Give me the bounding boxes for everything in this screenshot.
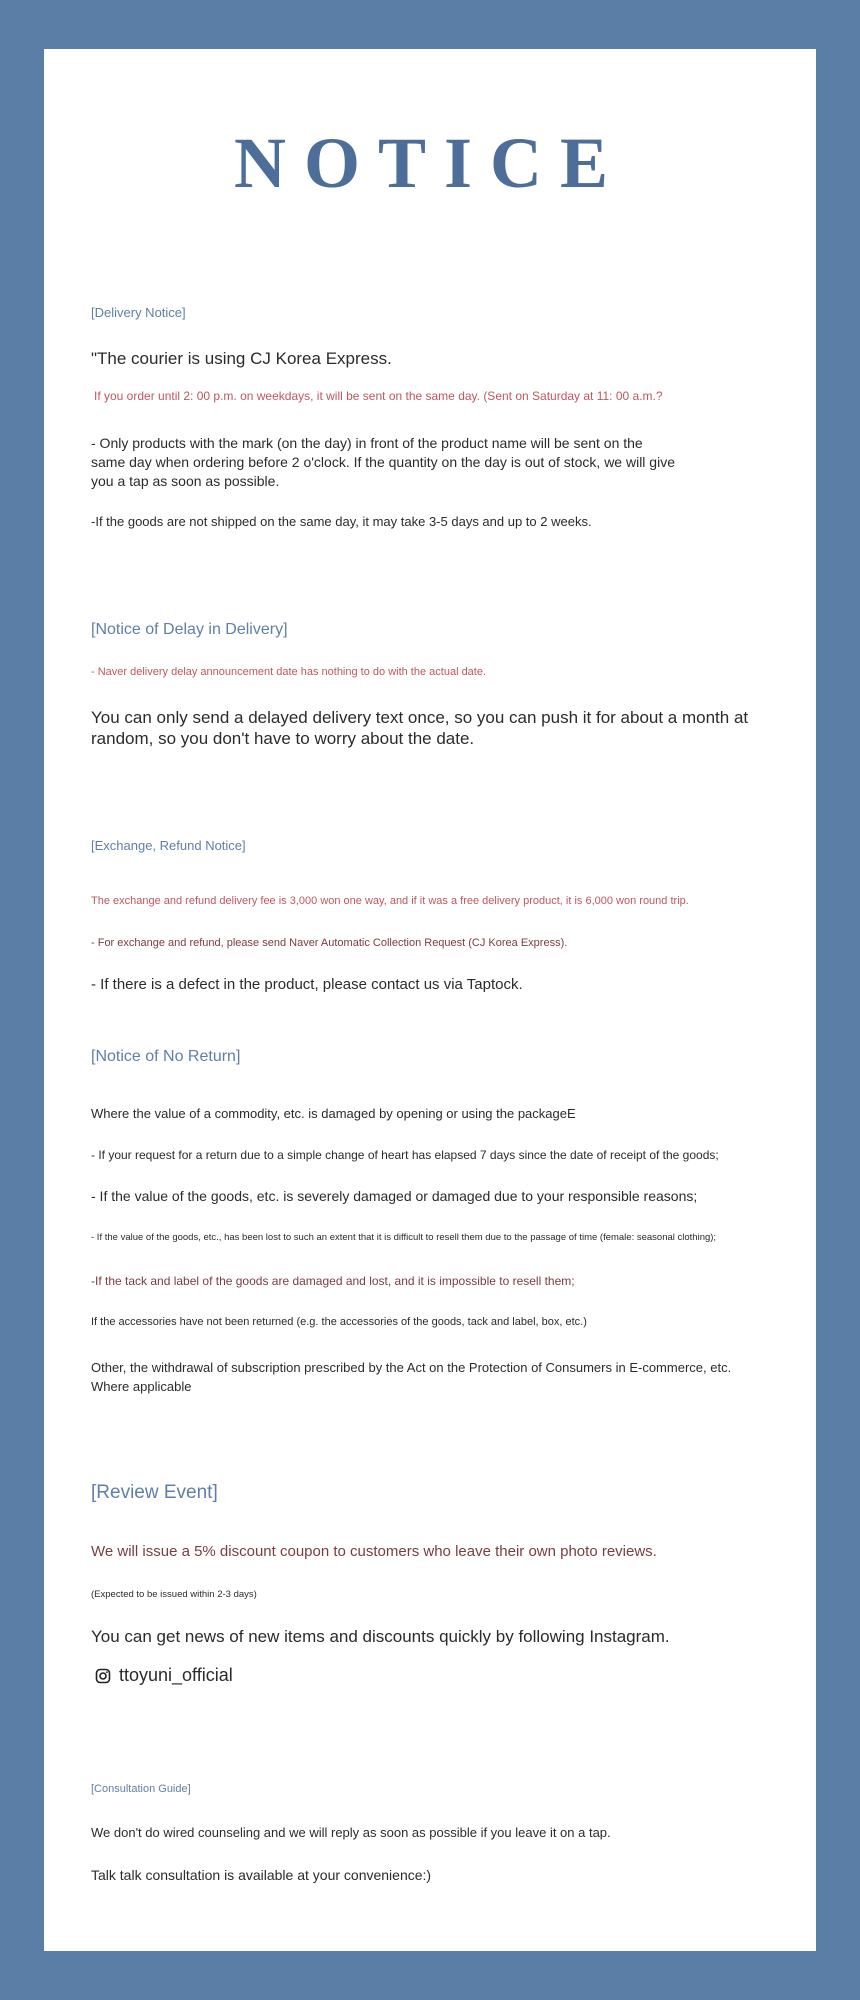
courier-text: "The courier is using CJ Korea Express. — [91, 349, 392, 368]
instagram-icon — [95, 1668, 111, 1684]
mark-line-2: same day when ordering before 2 o'clock. If the quantity on the day is out of stock, we will give — [91, 454, 675, 470]
wired-counseling-text: We don't do wired counseling and we will reply as soon as possible if you leave it on a tap. — [91, 1825, 611, 1840]
no-return-item-6: If the accessories have not been returned (e.g. the accessories of the goods, tack and label, box, etc.) — [91, 1316, 587, 1328]
page-title: NOTICE — [233, 123, 627, 203]
instagram-follow-text: You can get news of new items and discounts quickly by following Instagram. — [91, 1627, 670, 1646]
review-heading: [Review Event] — [91, 1482, 218, 1503]
exchange-heading: [Exchange, Refund Notice] — [91, 838, 246, 853]
coupon-text: We will issue a 5% discount coupon to customers who leave their own photo reviews. — [91, 1543, 657, 1560]
mark-line-3: you a tap as soon as possible. — [91, 473, 280, 489]
collection-request-text: - For exchange and refund, please send Naver Automatic Collection Request (CJ Korea Express). — [91, 937, 568, 949]
delivery-heading: [Delivery Notice] — [91, 305, 186, 320]
no-return-item-1: Where the value of a commodity, etc. is damaged by opening or using the packageE — [91, 1106, 576, 1121]
no-return-item-7-line-1: Other, the withdrawal of subscription prescribed by the Act on the Protection of Consumers in E-commerce, etc. — [91, 1360, 732, 1375]
delay-heading: [Notice of Delay in Delivery] — [91, 621, 288, 638]
notice-sheet — [44, 49, 816, 1951]
exchange-fee-text: The exchange and refund delivery fee is 3,000 won one way, and if it was a free delivery product, it is 6,000 won round trip. — [91, 895, 689, 907]
not-shipped-text: -If the goods are not shipped on the same day, it may take 3-5 days and up to 2 weeks. — [91, 514, 592, 529]
defect-contact-text: - If there is a defect in the product, please contact us via Taptock. — [91, 976, 523, 993]
consultation-heading: [Consultation Guide] — [91, 1783, 191, 1795]
no-return-item-2: - If your request for a return due to a simple change of heart has elapsed 7 days since the date of receipt of the goods; — [91, 1148, 719, 1162]
mark-line-1: - Only products with the mark (on the day) in front of the product name will be sent on the — [91, 435, 643, 451]
no-return-item-5: -If the tack and label of the goods are damaged and lost, and it is impossible to resell them; — [91, 1274, 575, 1288]
delay-text-line-2: random, so you don't have to worry about the date. — [91, 729, 475, 748]
no-return-item-4: - If the value of the goods, etc., has been lost to such an extent that it is difficult to resell them due to the passage of time (female: seasonal clothing); — [91, 1232, 717, 1243]
naver-delay-note: - Naver delivery delay announcement date has nothing to do with the actual date. — [91, 666, 487, 678]
no-return-item-3: - If the value of the goods, etc. is severely damaged or damaged due to your responsible reasons; — [91, 1188, 698, 1204]
same-day-text: If you order until 2: 00 p.m. on weekdays, it will be sent on the same day. (Sent on Saturday at 11: 00 a.m.? — [94, 389, 663, 403]
delay-text-line-1: You can only send a delayed delivery text once, so you can push it for about a month at — [91, 708, 749, 727]
no-return-item-7-line-2: Where applicable — [91, 1379, 192, 1394]
no-return-heading: [Notice of No Return] — [91, 1048, 241, 1065]
coupon-expected-text: (Expected to be issued within 2-3 days) — [91, 1589, 257, 1600]
talk-consultation-text: Talk talk consultation is available at your convenience:) — [91, 1867, 432, 1883]
instagram-handle: ttoyuni_official — [119, 1665, 233, 1685]
instagram-link[interactable] — [95, 1665, 233, 1686]
